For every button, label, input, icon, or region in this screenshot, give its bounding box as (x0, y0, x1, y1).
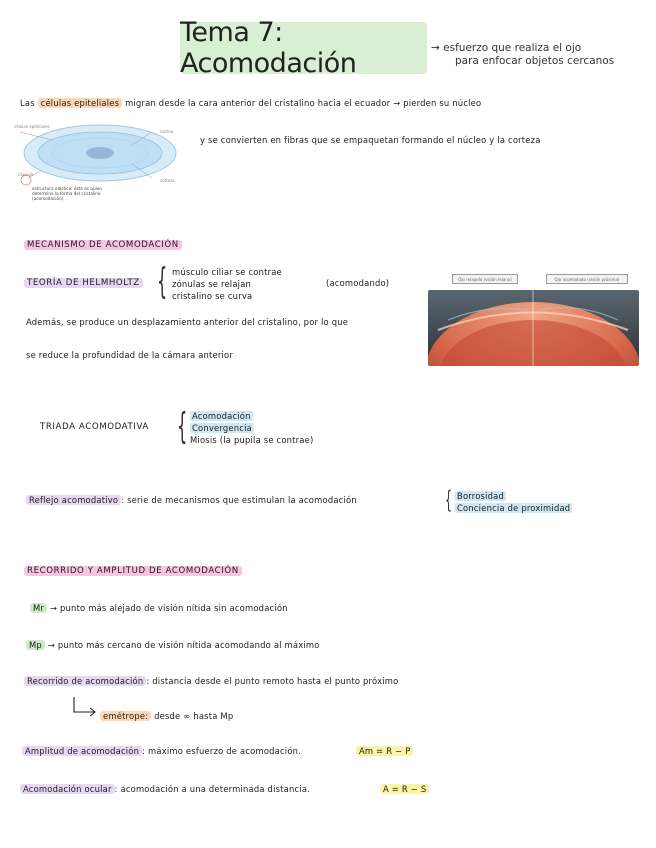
intro-line1 (20, 98, 481, 108)
title-note (431, 42, 614, 68)
amplitud-line (22, 746, 301, 756)
intro-post: migran desde la cara anterior del cristalino hacia el ecuador → pierden su núcleo (125, 98, 482, 108)
helmholtz-state: (acomodando) (326, 278, 390, 288)
mp-line (26, 640, 320, 650)
mr-line (30, 603, 288, 613)
recorrido-label: Recorrido de acomodación (24, 676, 146, 686)
intro-highlight: células epiteliales (38, 98, 123, 108)
triada-item: Miosis (la pupila se contrae) (190, 435, 314, 445)
mr-text: → punto más alejado de visión nítida sin acomodación (49, 603, 288, 613)
helmholtz-item: zónulas se relajan (172, 279, 252, 289)
emetrope-line (100, 711, 233, 721)
mp-text: → punto más cercano de visión nítida acomodando al máximo (47, 640, 320, 650)
helmholtz-item: cristalino se curva (172, 291, 253, 301)
reflejo-item: Conciencia de proximidad (457, 503, 571, 513)
lens-label-corteza: corteza (160, 178, 175, 183)
amplitud-label: Amplitud de acomodación (22, 746, 142, 756)
recorrido-text: : distancia desde el punto remoto hasta el punto próximo (146, 676, 399, 686)
lens-note: estructura elástica: ésta es quien determina la forma del cristalino (acomodación) (32, 186, 102, 201)
title-note-line1: esfuerzo que realiza el ojo (443, 42, 582, 54)
mr-label: Mr (30, 603, 47, 613)
ocular-formula: A = R − S (380, 784, 429, 794)
intro-line2: y se convierten en fibras que se empaquetan formando el núcleo y la corteza (200, 135, 541, 145)
mecanismo-heading: MECANISMO DE ACOMODACIÓN (24, 240, 182, 250)
recorrido-heading: RECORRIDO Y AMPLITUD DE ACOMODACIÓN (24, 566, 242, 576)
page-title: Tema 7: Acomodación (180, 22, 427, 74)
helmholtz-item: músculo ciliar se contrae (172, 267, 282, 277)
eye-accommodation-image (428, 290, 639, 366)
lens-label-nucleo: núcleo (160, 129, 174, 134)
triada-brace: { (177, 406, 188, 447)
reflejo-item: Borrosidad (457, 491, 505, 501)
intro-pre: Las (20, 98, 35, 108)
emetrope-arrow (70, 696, 98, 718)
eye-caption-left: Ojo relajado (visión lejana) (452, 274, 518, 284)
reflejo-list (455, 490, 572, 514)
recorrido-line (24, 676, 398, 686)
helmholtz-brace: { (157, 261, 168, 302)
eye-caption-right: Ojo acomodado (visión próxima) (546, 274, 628, 284)
ocular-label: Acomodación ocular (20, 784, 115, 794)
reflejo-line (26, 495, 357, 505)
mecanismo-line2: se reduce la profundidad de la cámara anterior (26, 350, 234, 360)
reflejo-brace: { (445, 486, 452, 514)
helmholtz-label: TEORÍA DE HELMHOLTZ (24, 278, 143, 288)
helmholtz-list (172, 266, 282, 302)
triada-item: Acomodación (192, 411, 251, 421)
lens-label-epitelio: células epiteliales (14, 124, 50, 129)
ocular-text: : acomodación a una determinada distancia. (114, 784, 311, 794)
ocular-line (20, 784, 310, 794)
reflejo-text: : serie de mecanismos que estimulan la acomodación (121, 495, 357, 505)
triada-list (190, 410, 313, 446)
amplitud-formula: Am = R − P (356, 746, 413, 756)
emetrope-text: desde ∞ hasta Mp (154, 711, 234, 721)
mp-label: Mp (26, 640, 45, 650)
lens-label-capsula: cápsula (18, 172, 34, 177)
triada-label: TRIADA ACOMODATIVA (40, 422, 149, 432)
title-note-line2: para enfocar objetos cercanos (455, 55, 615, 67)
reflejo-label: Reflejo acomodativo (26, 495, 121, 505)
title-arrow: → (431, 42, 440, 54)
mecanismo-line1: Además, se produce un desplazamiento anterior del cristalino, por lo que (26, 317, 349, 327)
triada-item: Convergencia (192, 423, 252, 433)
amplitud-text: : máximo esfuerzo de acomodación. (142, 746, 302, 756)
emetrope-label: emétrope: (100, 711, 151, 721)
